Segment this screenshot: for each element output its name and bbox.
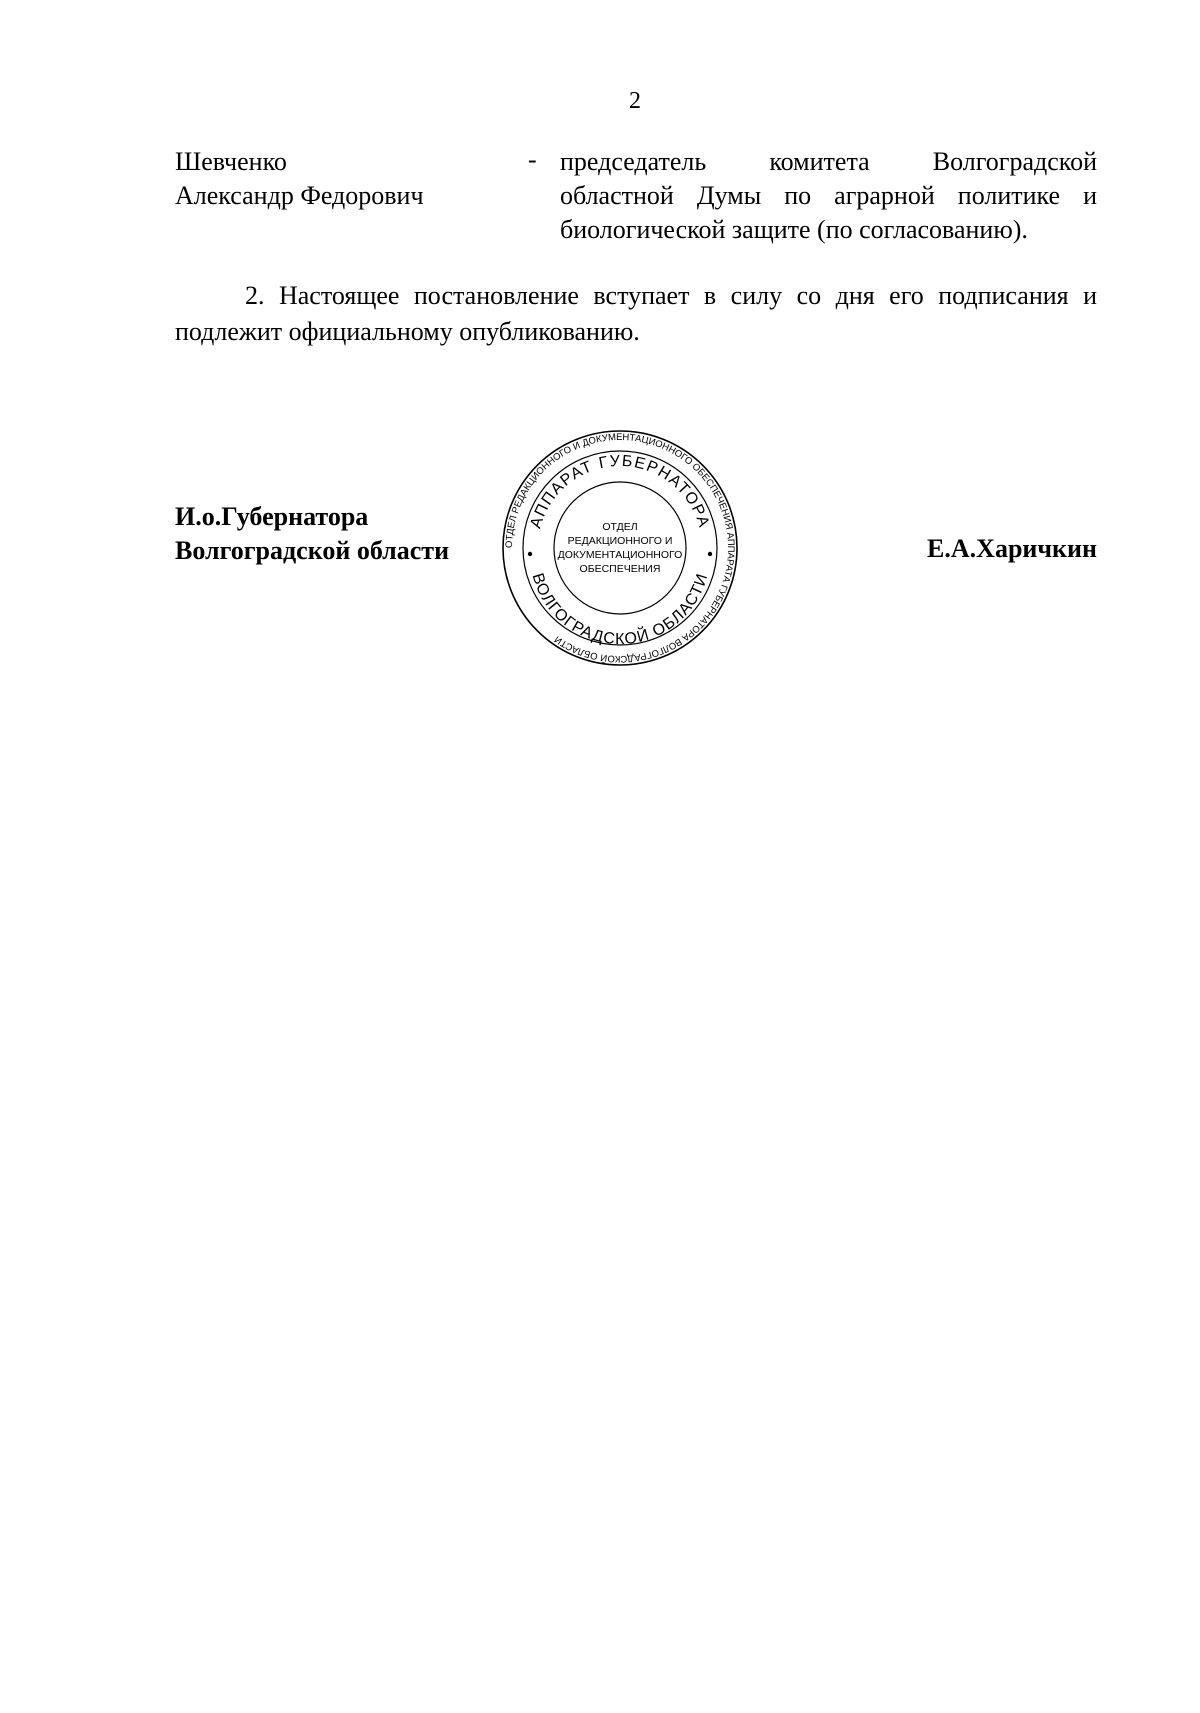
member-name [175, 145, 424, 213]
stamp-star-left-icon [528, 552, 532, 556]
page-number: 2 [629, 88, 641, 114]
stamp-center-line4: ОБЕСПЕЧЕНИЯ [579, 563, 661, 575]
member-dash: - [528, 145, 537, 174]
signatory-title-line2: Волгоградской области [175, 536, 450, 565]
member-role: председатель комитета Волгоградской областной Думы по аграрной политике и биологической защите (по согласованию). [560, 147, 1097, 244]
stamp-center-line2: РЕДАКЦИОННОГО И [567, 535, 673, 547]
member-surname: Шевченко [175, 147, 287, 176]
paragraph-2: 2. Настоящее постановление вступает в силу со дня его подписания и подлежит официальному опубликованию. [175, 281, 1097, 346]
stamp-inner-top-text: АППАРАТ ГУБЕРНАТОРА [527, 452, 713, 531]
stamp-center-line1: ОТДЕЛ [602, 521, 638, 533]
stamp-outer-ring-text: ОТДЕЛ РЕДАКЦИОННОГО И ДОКУМЕНТАЦИОННОГО ОБЕСПЕЧЕНИЯ АППАРАТА ГУБЕРНАТОРА ВОЛГОГРАДСКОЙ ОБЛАСТИ [503, 431, 737, 665]
signatory-title [175, 500, 449, 568]
stamp-inner-bottom-text: ВОЛГОГРАДСКОЙ ОБЛАСТИ [528, 571, 712, 649]
signatory-title-line1: И.о.Губернатора [175, 502, 369, 531]
official-stamp [500, 428, 740, 668]
signatory-name: Е.А.Харичкин [927, 534, 1097, 563]
member-given-names: Александр Федорович [175, 181, 424, 210]
stamp-center-line3: ДОКУМЕНТАЦИОННОГО [557, 549, 683, 561]
stamp-star-right-icon [708, 552, 712, 556]
